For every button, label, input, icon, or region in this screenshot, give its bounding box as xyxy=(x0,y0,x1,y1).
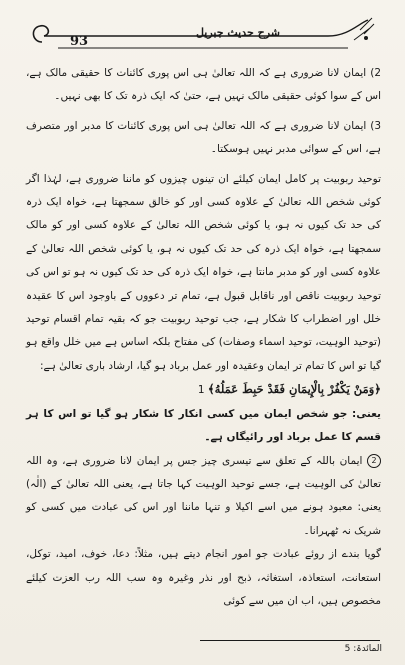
verse-footnote-ref: 1 xyxy=(197,384,205,397)
quran-verse-line xyxy=(26,378,381,402)
section-number-circle: 2 xyxy=(367,454,381,468)
page-header xyxy=(28,14,380,54)
quran-verse: ﴿وَمَنْ يَكْفُرْ بِالْإِيمَانِ فَقَدْ حَبِطَ عَمَلُهُ﴾ xyxy=(207,382,381,397)
point-2-paragraph: 2) ایمان لانا ضروری ہے کہ اللہ تعالیٰ ہی اس پوری کائنات کا حقیقی مالک ہے، اس کے سوا کوئی حقیقی مالک نہیں ہے، حتیٰ کہ ایک ذرہ تک کا بھی نہیں۔ xyxy=(26,67,381,103)
point-3-paragraph: 3) ایمان لانا ضروری ہے کہ اللہ تعالیٰ ہی اس پوری کائنات کا مدبر اور متصرف ہے، اس کے سوائی مدبر نہیں ہوسکتا۔ xyxy=(26,119,381,156)
running-title: شرح حدیث جبریل xyxy=(195,26,281,39)
body-text xyxy=(26,62,381,613)
footnote: المائدۃ: 5 xyxy=(344,644,382,654)
section-2-paragraph xyxy=(26,450,381,544)
section-2-text: ایمان باللہ کے تعلق سے تیسری چیز جس پر ایمان لانا ضروری ہے، وہ اللہ تعالیٰ کی الوہیت ہے، جسے توحید الوہیت کہا جاتا ہے، یعنی اللہ تعالیٰ کے (الٰہ) یعنی: معبود ہونے میں اسے اکیلا و تنہا ماننا اور اس کی عبادت میں کسی کو شریک نہ ٹھہرانا۔ xyxy=(26,454,381,537)
verse-translation: یعنی: جو شخص ایمان میں کسی انکار کا شکار ہو گیا تو اس کا ہر قسم کا عمل برباد اور رائیگاں ہے۔ xyxy=(26,407,381,444)
footnote-divider xyxy=(200,640,380,641)
closing-paragraph: گویا بندے از روئے عبادت جو امور انجام دیتے ہیں، مثلاً: دعا، خوف، امید، توکل، استعانت، استعاذہ، استغاثہ، ذبح اور نذر وغیرہ وہ سب اللہ رب العزت کیلئے مخصوص ہیں، اب ان میں سے کوئی xyxy=(26,548,381,607)
page-number: 93 xyxy=(70,34,89,49)
tawheed-rububiyyah-paragraph: توحید ربوبیت پر کامل ایمان کیلئے ان تینوں چیزوں کو ماننا ضروری ہے، لہٰذا اگر کوئی شخص اللہ تعالیٰ کے علاوہ کسی اور کو خالق سمجھتا ہے، خواہ ایک ذرہ کی حد تک کیوں نہ ہو، یا کوئی شخص اللہ تعالیٰ کے علاوہ کسی اور کو مالک سمجھتا ہے، خواہ ایک ذرہ کی حد تک کیوں نہ ہو، یا کوئی شخص اللہ تعالیٰ کے علاوہ کسی اور کو مدبر مانتا ہے، خواہ ایک ذرہ کی حد تک کیوں نہ ہو تو اس کی توحید ربوبیت ناقص اور ناقابل قبول ہے، تمام تر دعووں کے باوجود اس کا عقیدہ خلل اور اضطراب کا شکار ہے، جب توحید ربوبیت جو کہ بقیہ تمام اقسام توحید (توحید الوہیت، توحید اسماء وصفات) کی مفتاح بلکہ اساس ہے میں خلل واقع ہو گیا تو اس کا تمام تر ایمان وعقیدہ اور عمل برباد ہو گیا، ارشاد باری تعالیٰ ہے: xyxy=(26,172,381,372)
